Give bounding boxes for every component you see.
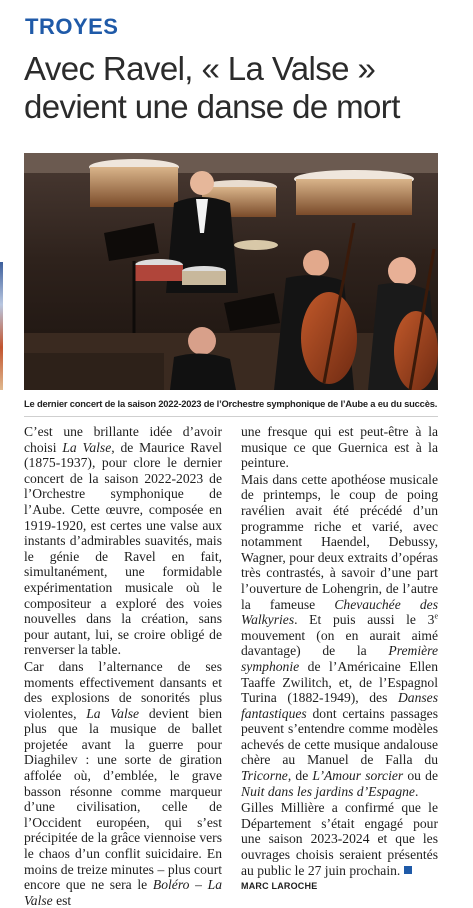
text-run: dont certains passages peuvent s’entendre comme modèles achevés de cette musique andalouse chère au Manuel de Falla du (241, 705, 438, 768)
page-edge-strip (0, 262, 3, 390)
orchestra-photo-illustration (24, 153, 438, 390)
photo-caption: Le dernier concert de la saison 2022-2023 de l’Orchestre symphonique de l’Aube a eu du succès. (24, 398, 438, 409)
italic-run: Tricorne (241, 768, 288, 784)
text-run: . Et puis aussi le 3 (294, 612, 435, 628)
italic-run: Danses fantastiques (241, 690, 438, 721)
italic-run: Nuit dans les jardins d’Espagne (241, 783, 415, 799)
italic-run: La Valse (62, 439, 112, 455)
italic-run: Chevauchée des Walkyries (241, 596, 438, 628)
text-run: Mais dans cette apothéose musicale de printemps, le coup de poing ravélien avait été précédé d’un programme riche et varié, avec notamment Haendel, Debussy, Wagner, pour deux extraits d’opéras très contrastés, à savoir d’une part l’ouverture de Lohengrin, de l’autre la fameuse (241, 471, 438, 612)
text-run: , de (287, 768, 313, 784)
italic-run: La Valse (86, 705, 140, 721)
headline-line-2: devient une danse de mort (24, 88, 400, 125)
caption-divider (24, 416, 438, 417)
headline-line-1: Avec Ravel, « La Valse » (24, 50, 376, 87)
orchestra-photo (24, 153, 438, 390)
section-kicker: TROYES (25, 14, 119, 39)
article-body-left-column (24, 424, 222, 908)
text-run: mouvement (on en aurait aimé davantage) de la (241, 627, 438, 659)
text-run: une fresque qui est peut-être à la musique ce que Guernica est à la peinture. (241, 424, 438, 471)
italic-run: Boléro – La Valse (24, 877, 222, 908)
article-paragraph (241, 800, 438, 878)
text-run: Gilles Millière a confirmé que le Département s’était engagé pour une saison 2023-2024 et que les ouvrages choisis seraient présentés au public le 27 juin prochain. (241, 800, 438, 878)
italic-run: Première symphonie (241, 643, 438, 674)
text-run: ou de (403, 768, 438, 784)
article-body-right-column (241, 424, 438, 895)
text-run: de l’Américaine Ellen Taaffe Zwilitch, et, de l’Espagnol Turina (1882-1949), des (241, 658, 438, 706)
italic-run: L’Amour sorcier (312, 768, 404, 784)
end-of-article-square-icon (404, 866, 412, 874)
text-run: , de Maurice Ravel (1875-1937), pour clore le dernier concert de la saison 2022-2023 de l’Orchestre symphonique de l’Aube. Cette œuvre, composée en 1919-1920, est certes une valse aux instants d’admirables suavités, mais le génie de Ravel en fait, simultanément, une formidable expérimentation musicale où le compositeur a exploré des voies nouvelles dans la création, sans pour autant, lui, se croire obligé de renverser la table. (24, 439, 223, 658)
text-run: C’est une brillante idée d’avoir choisi (24, 424, 222, 455)
text-run: Car dans l’alternance de ses moments effectivement dansants et des explosions de sonorités plus violentes, (24, 658, 222, 721)
article-paragraph (241, 424, 438, 471)
text-run: . (414, 783, 419, 799)
article-paragraph (24, 659, 222, 908)
text-run: est (52, 892, 72, 908)
superscript-run: e (434, 611, 438, 621)
text-run: devient bien plus que la musique de ballet projetée avant la guerre pour Diaghilev : une sorte de giration affolée où, d’emblée, le grave basson résonne comme marqueur d’une civilisation, celle de l’Occident européen, qui s’est précipitée de la grâce viennoise vers le chaos d’un conflit suicidaire. En moins de treize minutes – plus court encore que ne sera le (24, 705, 222, 893)
author-signature: MARC LAROCHE (241, 881, 318, 892)
article-paragraph (24, 424, 222, 658)
headline (24, 50, 464, 126)
article-paragraph (241, 472, 438, 799)
